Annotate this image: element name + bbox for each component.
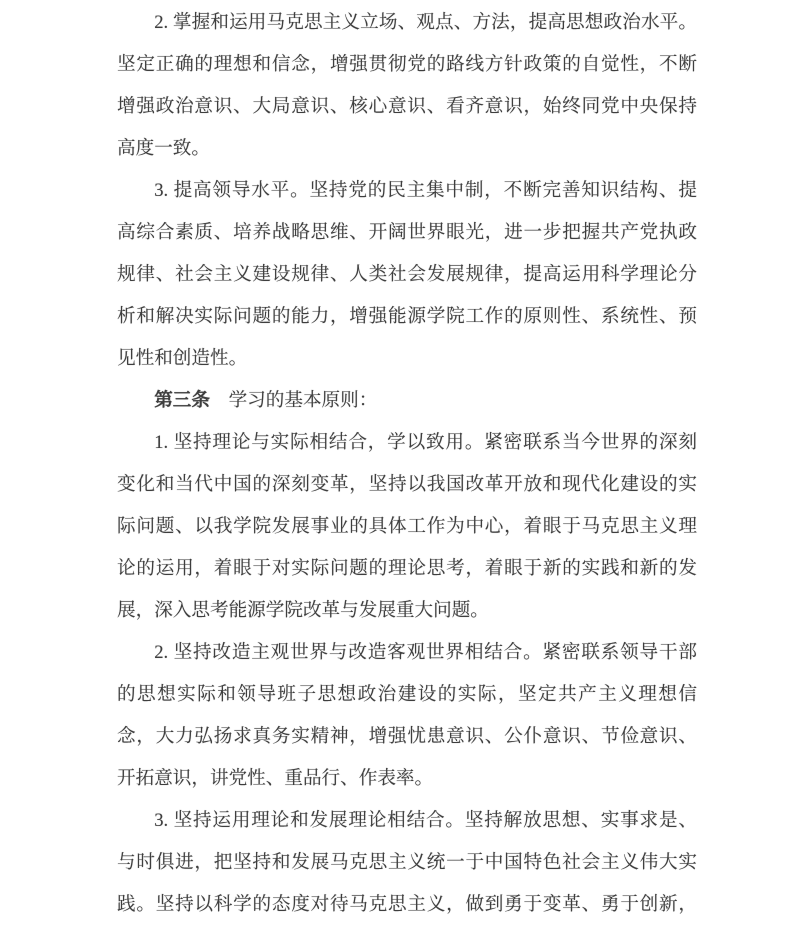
text-line: [117, 380, 697, 422]
article-number: 第三条: [154, 390, 210, 411]
paragraph: [117, 2, 697, 170]
article-heading: [117, 380, 697, 422]
text-line: 高综合素质、培养战略思维、开阔世界眼光，进一步把握共产党执政: [117, 222, 697, 243]
text-line: 践。坚持以科学的态度对待马克思主义，做到勇于变革、勇于创新，: [117, 894, 697, 915]
text-line: 变化和当代中国的深刻变革，坚持以我国改革开放和现代化建设的实: [117, 474, 697, 495]
text-line: 开拓意识，讲党性、重品行、作表率。: [117, 768, 434, 789]
text-line: 2. 掌握和运用马克思主义立场、观点、方法，提高思想政治水平。: [154, 12, 697, 33]
paragraph: [117, 800, 697, 926]
article-title: 学习的基本原则：: [209, 390, 378, 411]
text-line: 规律、社会主义建设规律、人类社会发展规律，提高运用科学理论分: [117, 264, 697, 285]
text-line: 增强政治意识、大局意识、核心意识、看齐意识，始终同党中央保持: [117, 96, 697, 117]
paragraph: [117, 170, 697, 380]
text-line: 与时俱进，把坚持和发展马克思主义统一于中国特色社会主义伟大实: [117, 852, 697, 873]
text-line: 2. 坚持改造主观世界与改造客观世界相结合。紧密联系领导干部: [154, 642, 697, 663]
text-line: 见性和创造性。: [117, 348, 248, 369]
paragraph: [117, 632, 697, 800]
text-line: 论的运用，着眼于对实际问题的理论思考，着眼于新的实践和新的发: [117, 558, 697, 579]
text-line: 1. 坚持理论与实际相结合，学以致用。紧密联系当今世界的深刻: [154, 432, 697, 453]
document-text-block: [117, 2, 697, 926]
text-line: 析和解决实际问题的能力，增强能源学院工作的原则性、系统性、预: [117, 306, 697, 327]
text-line: 展，深入思考能源学院改革与发展重大问题。: [117, 600, 489, 621]
text-line: 3. 提高领导水平。坚持党的民主集中制，不断完善知识结构、提: [154, 180, 697, 201]
text-line: 3. 坚持运用理论和发展理论相结合。坚持解放思想、实事求是、: [154, 810, 697, 831]
text-line: 际问题、以我学院发展事业的具体工作为中心，着眼于马克思主义理: [117, 516, 697, 537]
text-line: 坚定正确的理想和信念，增强贯彻党的路线方针政策的自觉性，不断: [117, 54, 697, 75]
text-line: 高度一致。: [117, 138, 210, 159]
text-line: 念，大力弘扬求真务实精神，增强忧患意识、公仆意识、节俭意识、: [117, 726, 697, 747]
text-line: 的思想实际和领导班子思想政治建设的实际，坚定共产主义理想信: [117, 684, 697, 705]
paragraph: [117, 422, 697, 632]
